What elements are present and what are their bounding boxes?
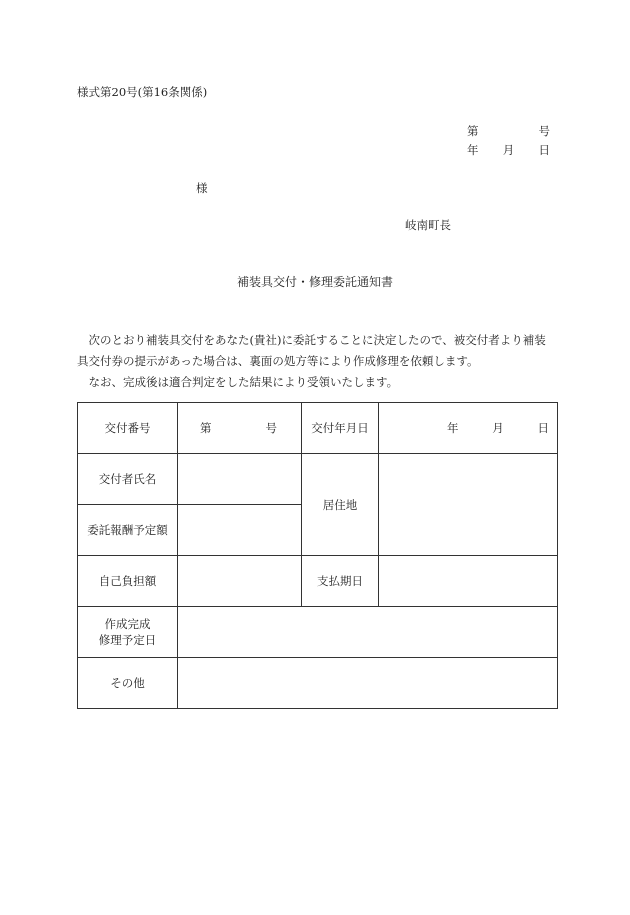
addressee: 様 <box>196 181 208 195</box>
issue-date-label: 交付年月日 <box>302 403 379 454</box>
payment-date-cell <box>379 556 558 607</box>
table-row <box>78 556 558 607</box>
body-paragraph: 次のとおり補装具交付をあなた(貴社)に委託することに決定したので、被交付者より補装具交付券の提示があった場合は、裏面の処方等により作成修理を依頼します。 <box>77 333 546 368</box>
date-year: 年 <box>467 143 479 157</box>
issue-number-label: 交付番号 <box>78 403 178 454</box>
date-month: 月 <box>502 143 515 157</box>
completion-date-label <box>78 607 178 658</box>
table-row <box>78 658 558 709</box>
form-number: 様式第20号(第16条関係) <box>77 85 208 99</box>
issue-date-month: 月 <box>492 421 504 435</box>
issuer: 岐南町長 <box>405 218 451 232</box>
date-day: 日 <box>538 143 550 157</box>
other-label: その他 <box>78 658 178 709</box>
self-pay-cell <box>178 556 302 607</box>
document-number-prefix: 第 <box>467 124 479 138</box>
address-cell <box>379 454 558 556</box>
fee-label: 委託報酬予定額 <box>78 505 178 556</box>
issue-date-year: 年 <box>447 421 459 435</box>
document-date <box>467 142 550 158</box>
issue-date-day: 日 <box>537 421 549 435</box>
document-title: 補装具交付・修理委託通知書 <box>236 275 393 289</box>
issue-number-cell <box>178 403 302 454</box>
fee-cell <box>178 505 302 556</box>
document-number <box>467 123 550 139</box>
issue-date-cell <box>379 403 558 454</box>
completion-label-line2: 修理予定日 <box>98 633 157 647</box>
table-row <box>78 454 558 505</box>
issue-number-prefix: 第 <box>200 421 212 435</box>
address-label: 居住地 <box>302 454 379 556</box>
table-row <box>78 607 558 658</box>
completion-label-line1: 作成完成 <box>104 617 151 631</box>
completion-date-cell <box>178 607 558 658</box>
body-text <box>77 330 555 393</box>
table-row <box>78 403 558 454</box>
other-cell <box>178 658 558 709</box>
issue-number-suffix: 号 <box>265 421 277 435</box>
payment-date-label: 支払期日 <box>302 556 379 607</box>
body-paragraph: なお、完成後は適合判定をした結果により受領いたします。 <box>88 375 399 389</box>
recipient-name-cell <box>178 454 302 505</box>
notice-table <box>77 402 558 709</box>
recipient-name-label: 交付者氏名 <box>78 454 178 505</box>
self-pay-label: 自己負担額 <box>78 556 178 607</box>
document-number-suffix: 号 <box>538 124 550 138</box>
